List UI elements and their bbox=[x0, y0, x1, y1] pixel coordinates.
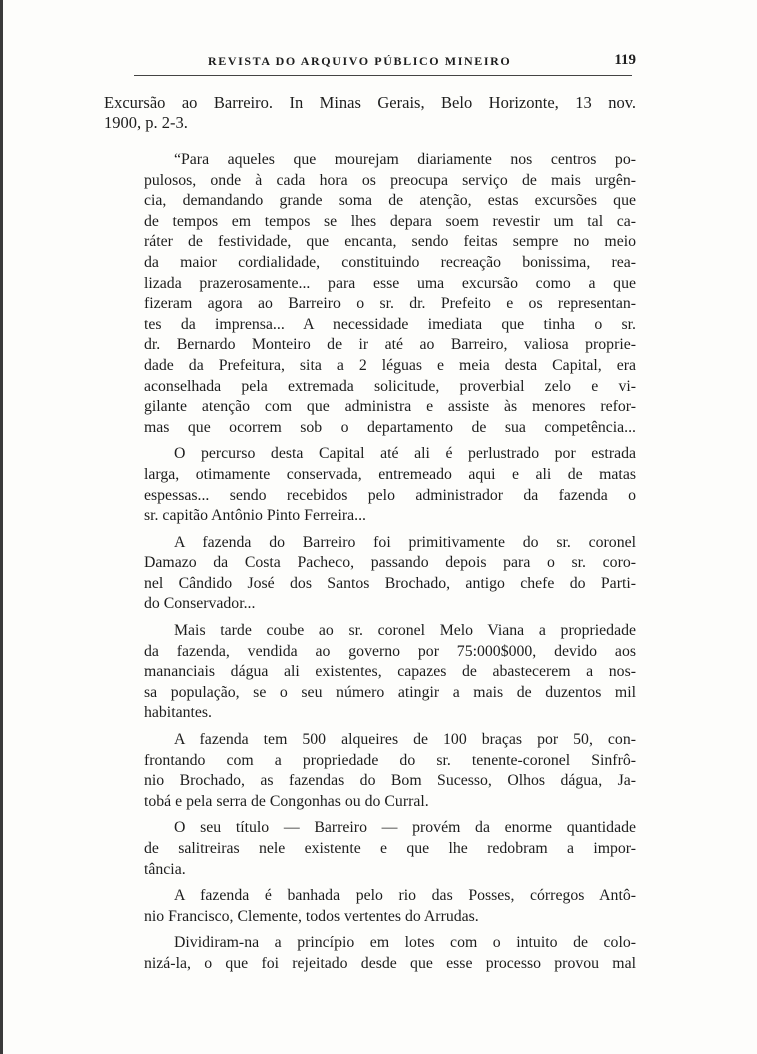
text-line: gilante atenção com que administra e assiste às menores refor- bbox=[144, 398, 636, 416]
text-line: nizá-la, o que foi rejeitado desde que esse processo provou mal bbox=[144, 954, 636, 972]
citation-line: 1900, p. 2-3. bbox=[104, 113, 188, 132]
text-line: dade da Prefeitura, sita a 2 léguas e meia desta Capital, era bbox=[144, 356, 636, 374]
paragraph bbox=[144, 150, 636, 438]
text-line: tância. bbox=[144, 860, 186, 878]
text-line: habitantes. bbox=[144, 704, 212, 722]
page-edge-shadow bbox=[0, 0, 3, 1054]
bibliographic-citation bbox=[104, 93, 636, 133]
text-line: cia, demandando grande soma de atenção, estas excursões que bbox=[144, 192, 636, 210]
text-line: pulosos, onde à cada hora os preocupa serviço de mais urgên- bbox=[144, 171, 636, 189]
text-line: mananciais dágua ali existentes, capazes de abastecerem a nos- bbox=[144, 663, 636, 681]
text-line: nel Cândido José dos Santos Brochado, antigo chefe do Parti- bbox=[144, 574, 636, 592]
text-line: larga, otimamente conservada, entremeado aqui e ali de matas bbox=[144, 465, 636, 483]
text-line: do Conservador... bbox=[144, 595, 256, 613]
text-line: lizada prazerosamente... para esse uma excursão como a que bbox=[144, 274, 636, 292]
text-line: nio Brochado, as fazendas do Bom Sucesso, Olhos dágua, Ja- bbox=[144, 772, 636, 790]
text-line: dr. Bernardo Monteiro de ir até ao Barreiro, valiosa proprie- bbox=[144, 336, 636, 354]
paragraph bbox=[144, 886, 636, 927]
paragraph bbox=[144, 621, 636, 724]
running-title: REVISTA DO ARQUIVO PÚBLICO MINEIRO bbox=[208, 54, 512, 68]
paragraph bbox=[144, 818, 636, 880]
text-line: ráter de festividade, que encanta, sendo feitas sempre no meio bbox=[144, 233, 636, 251]
text-line: O percurso desta Capital até ali é perlustrado por estrada bbox=[174, 445, 636, 463]
page-number: 119 bbox=[614, 52, 636, 68]
text-line: A fazenda tem 500 alqueires de 100 braças por 50, con- bbox=[174, 731, 636, 749]
text-line: sa população, se o seu número atingir a mais de duzentos mil bbox=[144, 683, 636, 701]
text-line: Damazo da Costa Pacheco, passando depois para o sr. coro- bbox=[144, 554, 636, 572]
text-line: Dividiram-na a princípio em lotes com o intuito de colo- bbox=[174, 934, 636, 952]
text-line: “Para aqueles que mourejam diariamente nos centros po- bbox=[174, 151, 636, 168]
text-line: da fazenda, vendida ao governo por 75:000$000, devido aos bbox=[144, 642, 636, 660]
text-line: A fazenda do Barreiro foi primitivamente do sr. coronel bbox=[174, 533, 636, 551]
text-line: espessas... sendo recebidos pelo administrador da fazenda o bbox=[144, 486, 636, 504]
text-line: frontando com a propriedade do sr. tenente-coronel Sinfrô- bbox=[144, 751, 636, 769]
text-line: sr. capitão Antônio Pinto Ferreira... bbox=[144, 507, 366, 525]
header-rule bbox=[134, 75, 632, 76]
text-line: nio Francisco, Clemente, todos vertentes do Arrudas. bbox=[144, 907, 479, 925]
text-line: O seu título — Barreiro — provém da enorme quantidade bbox=[174, 819, 636, 837]
text-line: tes da imprensa... A necessidade imediata que tinha o sr. bbox=[144, 315, 636, 333]
paragraph bbox=[144, 730, 636, 812]
text-line: mas que ocorrem sob o departamento de sua competência... bbox=[144, 418, 636, 436]
paragraph bbox=[144, 933, 636, 974]
paragraph bbox=[144, 533, 636, 615]
text-line: aconselhada pela extremada solicitude, proverbial zelo e vi- bbox=[144, 377, 636, 395]
citation-line: Excursão ao Barreiro. In Minas Gerais, Belo Horizonte, 13 nov. bbox=[104, 93, 636, 112]
text-line: de salitreiras nele existente e que lhe redobram a impor- bbox=[144, 840, 636, 857]
paragraph bbox=[144, 444, 636, 526]
text-line: fizeram agora ao Barreiro o sr. dr. Prefeito e os representan- bbox=[144, 295, 636, 313]
article-body bbox=[144, 150, 636, 981]
text-line: Mais tarde coube ao sr. coronel Melo Viana a propriedade bbox=[174, 622, 636, 640]
text-line: da maior cordialidade, constituindo recreação bonissima, rea- bbox=[144, 253, 636, 271]
text-line: A fazenda é banhada pelo rio das Posses, córregos Antô- bbox=[174, 887, 636, 905]
running-header bbox=[130, 54, 640, 72]
text-line: de tempos em tempos se lhes depara soem revestir um tal ca- bbox=[144, 212, 636, 230]
text-line: tobá e pela serra de Congonhas ou do Curral. bbox=[144, 792, 429, 810]
